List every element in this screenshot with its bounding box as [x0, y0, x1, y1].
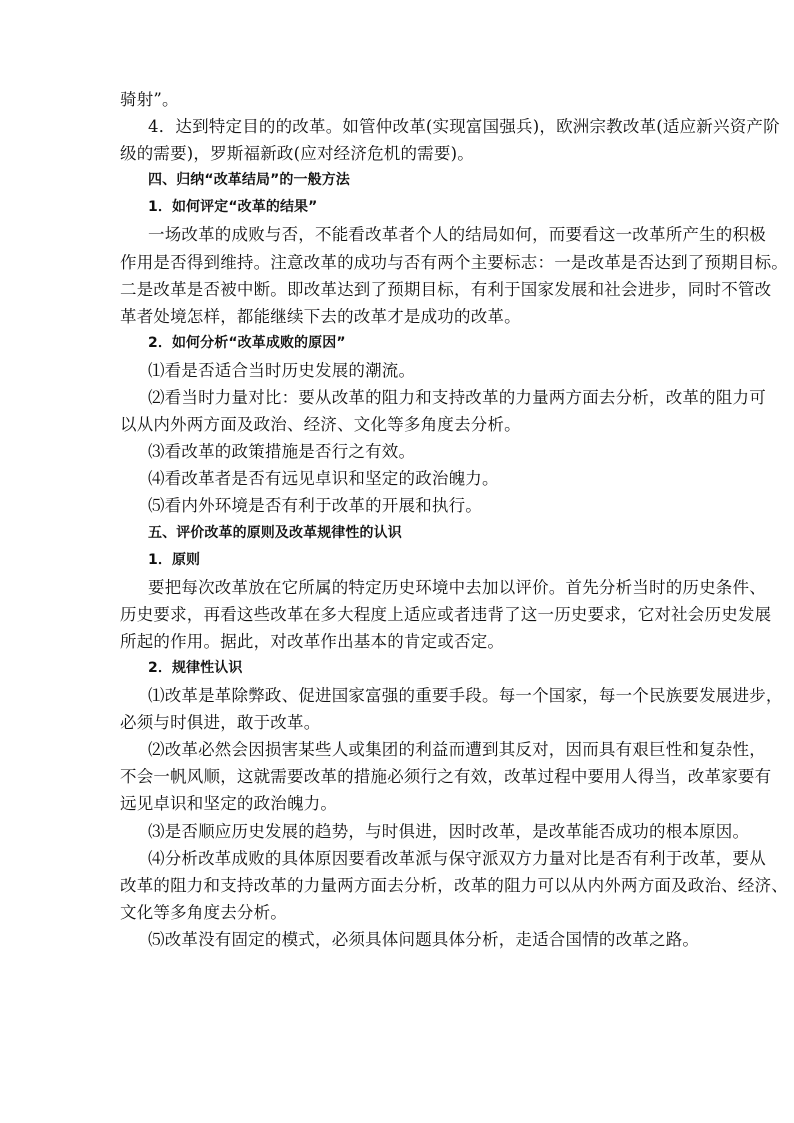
- list-item-law-5: ⑸改革没有固定的模式，必须具体问题具体分析，走适合国情的改革之路。: [148, 929, 700, 949]
- list-item-reason-2: [120, 384, 766, 438]
- list-item-law-1: [120, 682, 783, 736]
- paragraph-reform-result: [120, 221, 788, 329]
- list-item-law-3: ⑶是否顺应历史发展的趋势，与时俱进，因时改革，是改革能否成功的根本原因。: [148, 821, 750, 841]
- text-line: 作用是否得到维持。注意改革的成功与否有两个主要标志：一是改革是否达到了预期目标。: [120, 252, 788, 272]
- list-item-law-2: [120, 736, 772, 817]
- text-line: 文化等多角度去分析。: [120, 902, 287, 922]
- text-line: 以从内外两方面及政治、经济、文化等多角度去分析。: [120, 415, 521, 435]
- paragraph-principle: [120, 574, 772, 655]
- text-line: 骑射”。: [120, 90, 179, 109]
- list-item-reason-1: ⑴看是否适合当时历史发展的潮流。: [148, 360, 416, 380]
- text-line: 改革的阻力和支持改革的力量两方面去分析，改革的阻力可以从内外两方面及政治、经济、: [120, 875, 788, 895]
- text-line: ⑵看当时力量对比：要从改革的阻力和支持改革的力量两方面去分析，改革的阻力可: [148, 388, 766, 408]
- section-heading-5: 五、评价改革的原则及改革规律性的认识: [148, 524, 402, 541]
- paragraph-intro-continuation: [120, 86, 680, 113]
- list-item-law-4: [120, 845, 788, 926]
- text-line: 4．达到特定目的的改革。如管仲改革(实现富国强兵)，欧洲宗教改革(适应新兴资产阶: [148, 117, 780, 137]
- list-item-reason-4: ⑷看改革者是否有远见卓识和坚定的政治魄力。: [148, 469, 499, 489]
- subheading-5-2: 2．规律性认识: [148, 659, 243, 676]
- text-line: 远见卓识和坚定的政治魄力。: [120, 794, 338, 814]
- text-line: 级的需要)，罗斯福新政(应对经济危机的需要)。: [120, 144, 474, 164]
- text-line: 历史要求，再看这些改革在多大程度上适应或者违背了这一历史要求，它对社会历史发展: [120, 604, 772, 624]
- list-item-reason-5: ⑸看内外环境是否有利于改革的开展和执行。: [148, 496, 482, 516]
- list-item-reason-3: ⑶看改革的政策措施是否行之有效。: [148, 442, 416, 462]
- subheading-4-2: 2．如何分析“改革成败的原因”: [148, 334, 346, 351]
- subheading-4-1: 1．如何评定“改革的结果”: [148, 199, 318, 216]
- text-line: ⑵改革必然会因损害某些人或集团的利益而遭到其反对，因而具有艰巨性和复杂性，: [148, 740, 766, 760]
- text-line: ⑷分析改革成败的具体原因要看改革派与保守派双方力量对比是否有利于改革，要从: [148, 848, 766, 868]
- subheading-5-1: 1．原则: [148, 551, 201, 568]
- text-line: 必须与时俱进，敢于改革。: [120, 713, 321, 733]
- text-line: 革者处境怎样，都能继续下去的改革才是成功的改革。: [120, 306, 521, 326]
- text-line: 二是改革是否被中断。即改革达到了预期目标，有利于国家发展和社会进步，同时不管改: [120, 279, 772, 299]
- document-body: [120, 86, 788, 953]
- text-line: 一场改革的成败与否，不能看改革者个人的结局如何，而要看这一改革所产生的积极: [148, 225, 766, 245]
- paragraph-item-4: [120, 113, 780, 167]
- text-line: 所起的作用。据此，对改革作出基本的肯定或否定。: [120, 631, 505, 651]
- text-line: 不会一帆风顺，这就需要改革的措施必须行之有效，改革过程中要用人得当，改革家要有: [120, 767, 772, 787]
- text-line: ⑴改革是革除弊政、促进国家富强的重要手段。每一个国家，每一个民族要发展进步，: [148, 686, 783, 706]
- section-heading-4: 四、归纳“改革结局”的一般方法: [148, 172, 350, 189]
- text-line: 要把每次改革放在它所属的特定历史环境中去加以评价。首先分析当时的历史条件、: [148, 577, 766, 597]
